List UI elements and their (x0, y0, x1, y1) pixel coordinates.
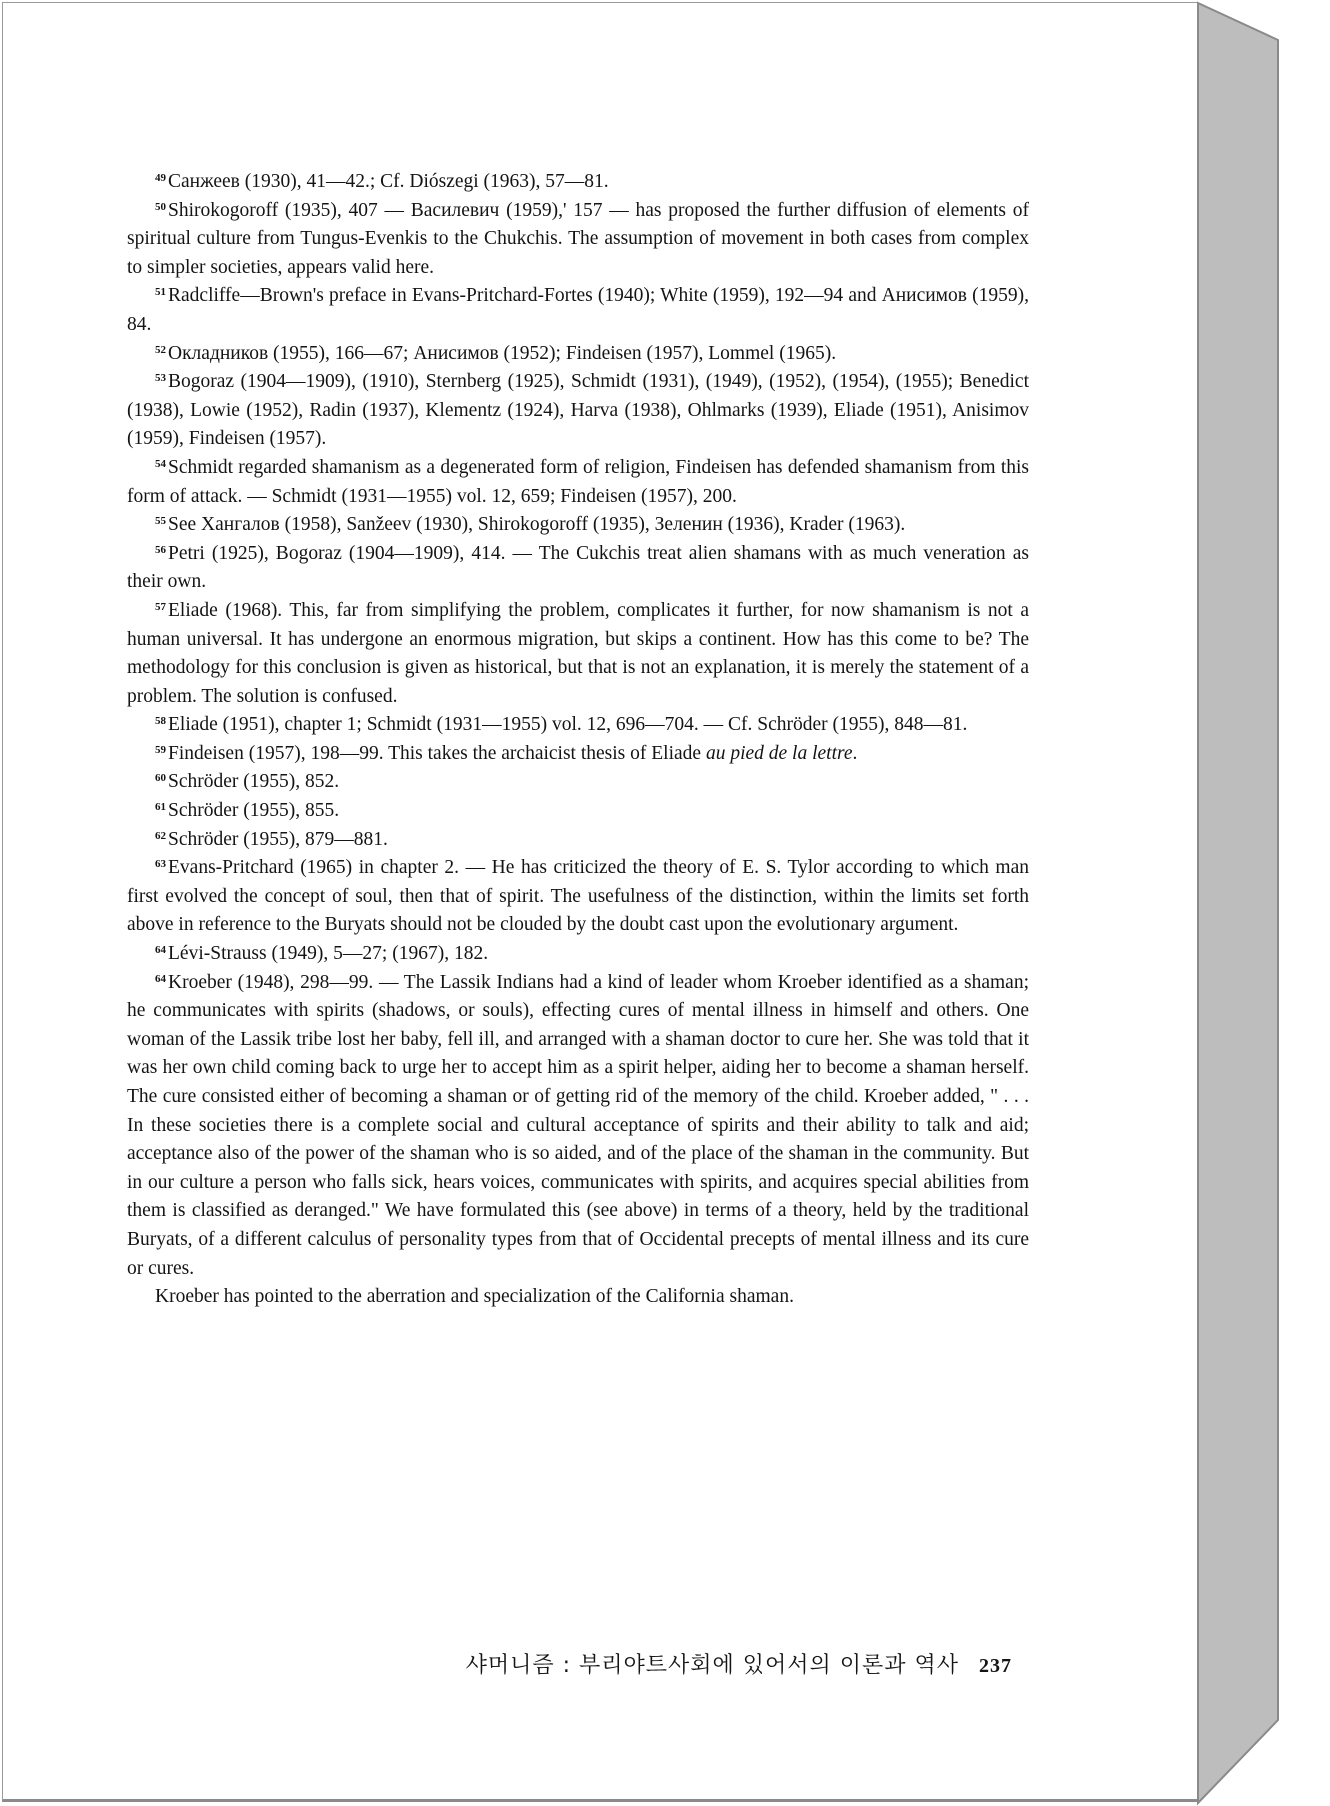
footnote-62 (127, 826, 1029, 855)
footnote-49 (127, 168, 1029, 197)
footnote-64 (127, 969, 1029, 1284)
footnote-text: Schröder (1955), 852. (168, 771, 340, 793)
footnote-54 (127, 454, 1029, 511)
footnote-number: 60 (155, 772, 166, 785)
footnote-text: See Хангалов (1958), Sanžeev (1930), Shirokogoroff (1935), Зеленин (1936), Krader (1963). (168, 514, 906, 536)
footnote-text: Lévi-Strauss (1949), 5—27; (1967), 182. (168, 943, 489, 965)
footnote-50 (127, 197, 1029, 283)
footnote-number: 53 (155, 372, 166, 385)
footnote-58 (127, 711, 1029, 740)
footnote-text: Evans-Pritchard (1965) in chapter 2. — He has criticized the theory of E. S. Tylor according to which man first evolved the concept of soul, then that of spirit. The usefulness of the distinction, within the limits set forth above in reference to the Buryats should not be clouded by the doubt cast upon the evolutionary argument. (127, 857, 1029, 936)
footnote-number: 54 (155, 457, 166, 470)
footnote-text: Eliade (1968). This, far from simplifying the problem, complicates it further, for now shamanism is not a human universal. It has undergone an enormous migration, but skips a continent. How has this come to be? The methodology for this conclusion is given as historical, but that is not an explanation, it is merely the statement of a problem. The solution is confused. (127, 599, 1029, 707)
footnote-text: Schröder (1955), 855. (168, 800, 340, 822)
footnote-number: 62 (155, 829, 166, 842)
footnote-57 (127, 597, 1029, 711)
footnote-text: Petri (1925), Bogoraz (1904—1909), 414. — The Cukchis treat alien shamans with as much veneration as their own. (127, 542, 1029, 593)
footnote-51 (127, 282, 1029, 339)
footnotes-block (127, 168, 1029, 1312)
footnote-number: 59 (155, 743, 166, 756)
footnote-text: Bogoraz (1904—1909), (1910), Sternberg (1925), Schmidt (1931), (1949), (1952), (1954), (1955); Benedict (1938), Lowie (1952), Radin (1937), Klementz (1924), Harva (1938), Ohlmarks (1939), Eliade (1951), Anisimov (1959), Findeisen (1957). (127, 371, 1029, 450)
footnote-number: 57 (155, 600, 166, 613)
footnote-text: Findeisen (1957), 198—99. This takes the archaicist thesis of Eliade (168, 742, 706, 764)
footnote-number: 52 (155, 343, 166, 356)
footnote-55 (127, 511, 1029, 540)
footnote-52 (127, 340, 1029, 369)
footnote-text: Schröder (1955), 879—881. (168, 828, 388, 850)
footnote-56 (127, 540, 1029, 597)
footnote-text: Shirokogoroff (1935), 407 — Василевич (1959),' 157 — has proposed the further diffusion of elements of spiritual culture from Tungus-Evenkis to the Chukchis. The assumption of movement in both cases from complex to simpler societies, appears valid here. (127, 199, 1029, 278)
page-footer (392, 1648, 1012, 1679)
footnote-60 (127, 768, 1029, 797)
footnote-text: Санжеев (1930), 41—42.; Cf. Diószegi (1963), 57—81. (168, 171, 609, 192)
footnote-text: Eliade (1951), chapter 1; Schmidt (1931—1955) vol. 12, 696—704. — Cf. Schröder (1955), 848—81. (168, 714, 968, 736)
footnote-53 (127, 368, 1029, 454)
footnote-number: 61 (155, 801, 166, 814)
footnote-number: 51 (155, 286, 166, 299)
footnote-63 (127, 854, 1029, 940)
footnote-64 (127, 940, 1029, 969)
running-title: 샤머니즘 : 부리야트사회에 있어서의 이론과 역사 (465, 1653, 959, 1678)
footnote-italic: au pied de la lettre (705, 742, 853, 764)
footnote-text: Kroeber (1948), 298—99. — The Lassik Indians had a kind of leader whom Kroeber identified as a shaman; he communicates with spirits (shadows, or souls), effecting cures of mental illness in himself and others. One woman of the Lassik tribe lost her baby, fell ill, and arranged with a shaman doctor to cure her. She was told that it was her own child coming back to urge her to accept him as a spirit helper, aiding her to become a shaman herself. The cure consisted either of becoming a shaman or of getting rid of the memory of the child. Kroeber added, " . . . In these societies there is a complete social and cultural acceptance of spirits and their ability to talk and aid; acceptance also of the power of the shaman who is so aided, and of the place of the shaman in the community. But in our culture a person who falls sick, hears voices, communicates with spirits, and acquires special abilities from them is classified as deranged." We have formulated this (see above) in terms of a theory, held by the traditional Buryats, of a different calculus of personality types from that of Occidental precepts of mental illness and its cure or cures. (127, 971, 1029, 1279)
footnote-number: 64 (155, 972, 166, 985)
page-number: 237 (979, 1655, 1012, 1677)
closing-paragraph: Kroeber has pointed to the aberration and specialization of the California shaman. (155, 1286, 794, 1308)
footnote-number: 58 (155, 715, 166, 728)
footnote-61 (127, 797, 1029, 826)
footnote-number: 64 (155, 944, 166, 957)
footnote-number: 55 (155, 515, 166, 528)
footnote-number: 50 (155, 200, 166, 213)
footnote-number: 56 (155, 543, 166, 556)
footnote-text: Schmidt regarded shamanism as a degenerated form of religion, Findeisen has defended shamanism from this form of attack. — Schmidt (1931—1955) vol. 12, 659; Findeisen (1957), 200. (127, 456, 1029, 507)
footnote-number: 63 (155, 858, 166, 871)
footnote-number: 49 (155, 172, 166, 184)
footnote-text: Окладников (1955), 166—67; Анисимов (1952); Findeisen (1957), Lommel (1965). (168, 342, 837, 364)
footnote-text: Radcliffe—Brown's preface in Evans-Pritchard-Fortes (1940); White (1959), 192—94 and Анисимов (1959), 84. (127, 285, 1029, 335)
footnote-59 (127, 740, 1029, 769)
footnote-tail: . (852, 742, 858, 764)
